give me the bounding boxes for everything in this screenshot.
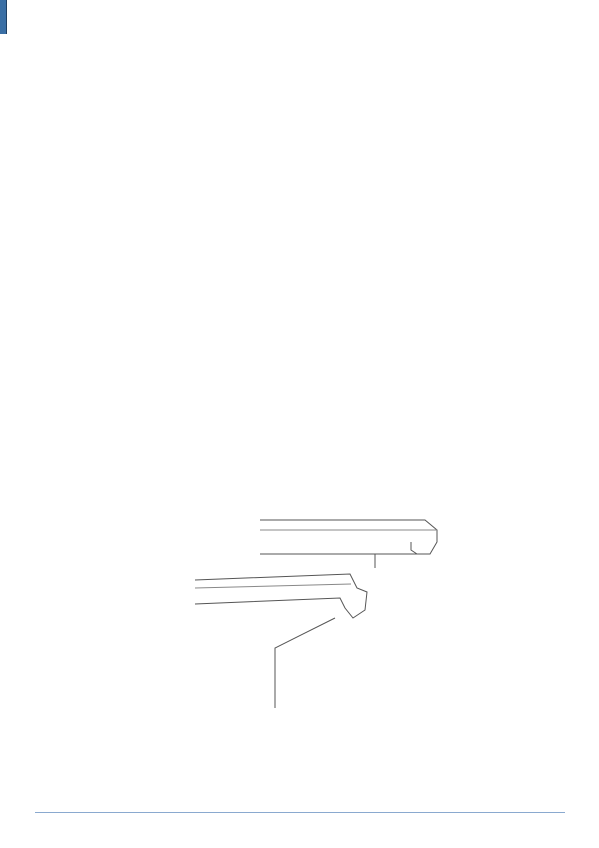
page-corner-tab <box>0 0 7 34</box>
footer-divider <box>35 812 565 813</box>
figure-rulers <box>175 508 475 708</box>
